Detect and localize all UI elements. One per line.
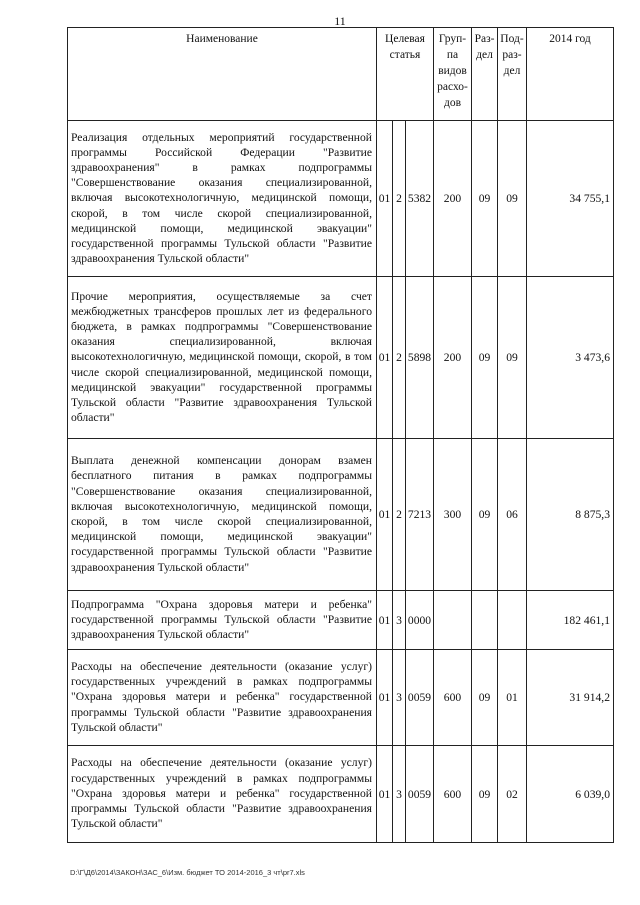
row-name: Прочие мероприятия, осуществляемые за счет межбюджетных трансферов прошлых лет из федерального бюджета, в рамках подпрограммы "Совершенствование оказания специализированной, включая высокотехнологичную, медицинской помощи, скорой, в том числе скорой специализированной, медицинской помощи, медицинской эвакуации" государственной программы Тульской области "Развитие здравоохранения Тульской области": [68, 277, 377, 439]
row-code-program: 01: [377, 746, 393, 843]
row-code-program: 01: [377, 591, 393, 650]
row-code-item: 7213: [406, 439, 434, 591]
row-group: [434, 591, 472, 650]
header-section: Раз-дел: [472, 28, 498, 121]
row-code-item: 0000: [406, 591, 434, 650]
row-group: 200: [434, 121, 472, 277]
row-section: 09: [472, 277, 498, 439]
row-name: Подпрограмма "Охрана здоровья матери и ребенка" государственной программы Тульской области "Развитие здравоохранения Тульской области": [68, 591, 377, 650]
row-code-item: 5898: [406, 277, 434, 439]
row-subsection: [498, 591, 527, 650]
row-amount: 8 875,3: [527, 439, 614, 591]
row-group: 300: [434, 439, 472, 591]
table-row: [68, 277, 614, 439]
row-section: 09: [472, 650, 498, 746]
row-section: 09: [472, 746, 498, 843]
row-subsection: 09: [498, 277, 527, 439]
table-row: [68, 439, 614, 591]
row-code-subprogram: 3: [393, 591, 406, 650]
row-code-item: 5382: [406, 121, 434, 277]
row-amount: 182 461,1: [527, 591, 614, 650]
row-code-subprogram: 2: [393, 277, 406, 439]
row-section: 09: [472, 439, 498, 591]
table-row: [68, 650, 614, 746]
row-group: 600: [434, 746, 472, 843]
file-path-footer: D:\Г\Д6\2014\ЗАКОН\ЗАС_6\Изм. бюджет ТО 2014-2016_3 чт\pr7.xls: [70, 868, 305, 877]
row-section: [472, 591, 498, 650]
row-code-program: 01: [377, 650, 393, 746]
row-name: Расходы на обеспечение деятельности (оказание услуг) государственных учреждений в рамках подпрограммы "Охрана здоровья матери и ребенка" государственной программы Тульской области "Развитие здравоохранения Тульской области": [68, 650, 377, 746]
table-row: [68, 746, 614, 843]
row-code-program: 01: [377, 277, 393, 439]
row-name: Реализация отдельных мероприятий государственной программы Российской Федерации "Развитие здравоохранения" в рамках подпрограммы "Совершенствование оказания специализированной, включая высокотехнологичную, медицинской помощи, скорой, в том числе скорой специализированной, медицинской помощи, медицинской эвакуации" государственной программы Тульской области "Развитие здравоохранения Тульской области": [68, 121, 377, 277]
table-row: [68, 591, 614, 650]
row-code-subprogram: 3: [393, 746, 406, 843]
row-name: Расходы на обеспечение деятельности (оказание услуг) государственных учреждений в рамках подпрограммы "Охрана здоровья матери и ребенка" государственной программы Тульской области "Развитие здравоохранения Тульской области": [68, 746, 377, 843]
header-target: Целевая статья: [377, 28, 434, 121]
row-group: 600: [434, 650, 472, 746]
page-number: 11: [334, 14, 346, 28]
row-amount: 3 473,6: [527, 277, 614, 439]
header-group: Груп-па видов расхо-дов: [434, 28, 472, 121]
row-subsection: 02: [498, 746, 527, 843]
row-code-item: 0059: [406, 650, 434, 746]
row-subsection: 01: [498, 650, 527, 746]
row-subsection: 06: [498, 439, 527, 591]
row-group: 200: [434, 277, 472, 439]
row-section: 09: [472, 121, 498, 277]
row-name: Выплата денежной компенсации донорам взамен бесплатного питания в рамках подпрограммы "Совершенствование оказания специализированной, включая высокотехнологичную, медицинской помощи, скорой, в том числе скорой специализированной, медицинской помощи, медицинской эвакуации" государственной программы Тульской области "Развитие здравоохранения Тульской области": [68, 439, 377, 591]
row-code-subprogram: 3: [393, 650, 406, 746]
row-code-program: 01: [377, 439, 393, 591]
header-subsection: Под-раз-дел: [498, 28, 527, 121]
header-year: 2014 год: [527, 28, 614, 121]
row-code-item: 0059: [406, 746, 434, 843]
table-row: [68, 121, 614, 277]
header-name: Наименование: [68, 28, 377, 121]
row-amount: 31 914,2: [527, 650, 614, 746]
row-amount: 34 755,1: [527, 121, 614, 277]
budget-table: [67, 27, 614, 843]
row-subsection: 09: [498, 121, 527, 277]
row-code-subprogram: 2: [393, 121, 406, 277]
row-amount: 6 039,0: [527, 746, 614, 843]
row-code-program: 01: [377, 121, 393, 277]
row-code-subprogram: 2: [393, 439, 406, 591]
